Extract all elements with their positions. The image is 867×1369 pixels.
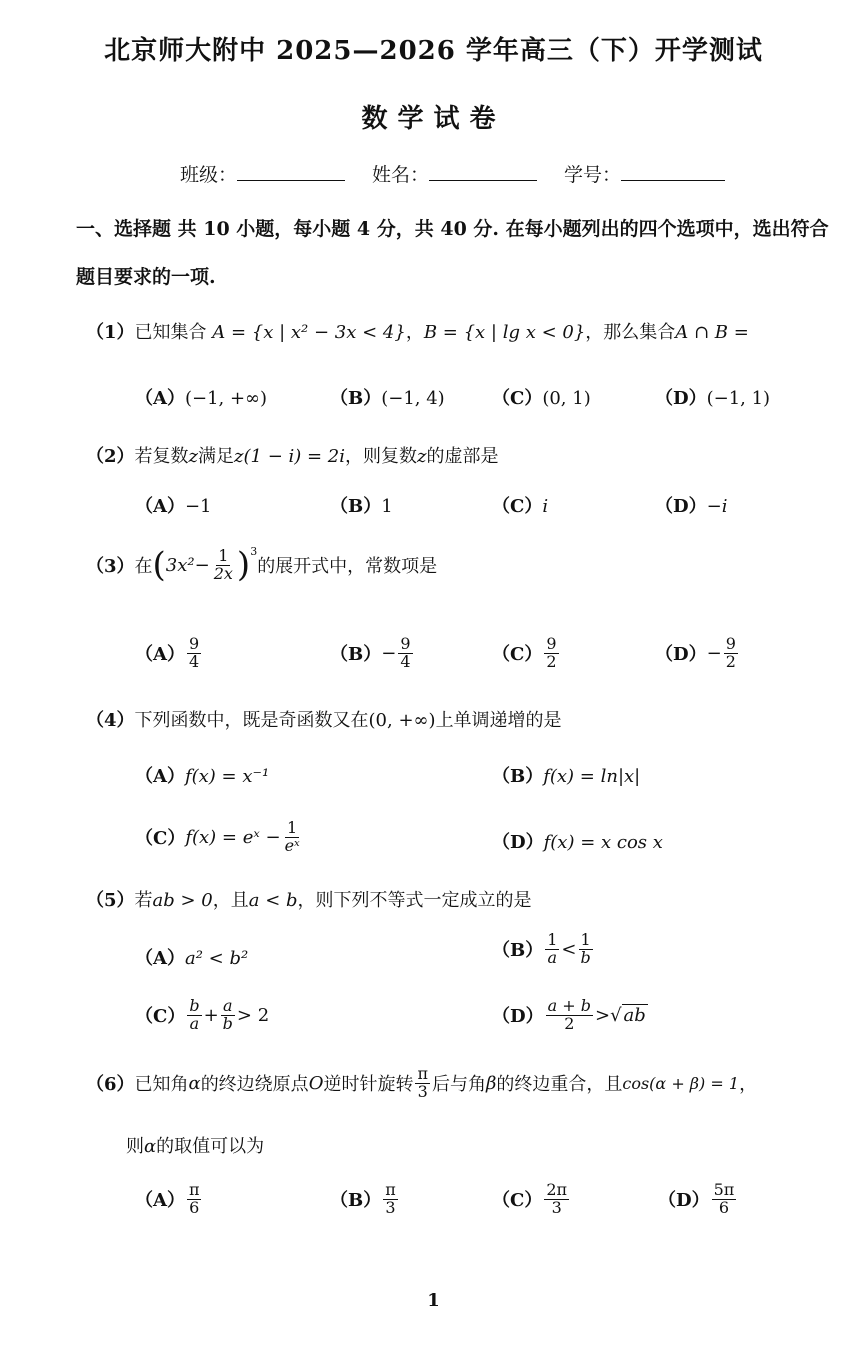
option-a[interactable] <box>135 944 248 970</box>
fraction-numerator: 1 <box>287 818 298 837</box>
option-value: (−1, 4) <box>381 388 445 409</box>
stem-text: ， <box>739 1074 758 1096</box>
fraction-denominator: a <box>189 1013 200 1033</box>
math-fraction <box>545 932 559 967</box>
name-label: 姓名： <box>372 164 430 186</box>
math-fraction <box>579 932 593 967</box>
math-origin: O <box>308 1072 324 1094</box>
stem-text: 的终边绕原点 <box>200 1074 309 1096</box>
fraction-numerator: a <box>223 996 233 1015</box>
math-term: 3x² <box>165 554 195 576</box>
math-operator: > <box>594 1004 611 1026</box>
option-value: f(x) = x⁻¹ <box>184 766 270 787</box>
option-b[interactable] <box>330 636 415 671</box>
option-label: （B） <box>330 644 382 666</box>
question-number: （1） <box>86 322 135 343</box>
question-number: （5） <box>86 890 135 911</box>
fraction-numerator: π <box>188 1180 200 1199</box>
math-equation: z(1 − i) = 2i <box>234 446 346 467</box>
math-power: 3 <box>250 544 258 558</box>
fraction-denominator: 6 <box>718 1197 730 1217</box>
math-operator: − <box>194 554 210 576</box>
fraction-numerator: 2π <box>546 1180 568 1199</box>
math-fraction <box>221 998 235 1033</box>
fraction-numerator: a + b <box>547 996 591 1015</box>
stem-text: 上单调递增的是 <box>435 710 562 731</box>
option-c[interactable] <box>135 820 304 855</box>
math-z: z <box>188 446 199 467</box>
question-6 <box>86 1066 757 1101</box>
option-label: （C） <box>492 1190 543 1212</box>
option-label: （D） <box>655 496 707 517</box>
sqrt-radicand: ab <box>623 1005 646 1027</box>
stem-text: 则 <box>126 1136 144 1157</box>
class-label: 班级： <box>180 164 238 186</box>
math-condition: a < b <box>248 890 298 911</box>
option-value: (−1, 1) <box>706 388 771 409</box>
option-d[interactable] <box>492 828 663 854</box>
fraction-numerator: π <box>417 1064 428 1083</box>
fraction-numerator: 1 <box>580 930 591 949</box>
option-sign: − <box>381 642 397 664</box>
math-equation: cos(α + β) = 1 <box>622 1073 740 1093</box>
option-a[interactable] <box>135 492 212 518</box>
option-d[interactable] <box>655 492 727 518</box>
option-value: (0, 1) <box>542 388 591 409</box>
question-2 <box>86 442 499 468</box>
fraction-numerator: 9 <box>725 634 736 653</box>
option-a[interactable] <box>135 762 269 788</box>
option-b[interactable] <box>492 932 595 967</box>
stem-text: 满足 <box>198 446 235 467</box>
fraction-denominator: 2 <box>564 1013 575 1033</box>
math-alpha: α <box>188 1072 201 1094</box>
fraction-numerator: 1 <box>547 930 558 949</box>
option-label: （B） <box>330 388 382 409</box>
question-3 <box>86 544 438 586</box>
option-label: （D） <box>655 388 707 409</box>
option-label: （B） <box>330 496 382 517</box>
section-heading-line1: 一、选择题 共 10 小题，每小题 4 分，共 40 分. 在每小题列出的四个选项中，选出符合 <box>76 218 829 240</box>
option-d[interactable] <box>655 384 770 410</box>
id-field <box>564 160 725 187</box>
fraction-numerator: 9 <box>188 634 200 653</box>
math-fraction <box>398 636 412 671</box>
math-fraction <box>544 636 558 671</box>
stem-text: 若 <box>134 890 153 911</box>
math-fraction <box>724 636 738 671</box>
option-value: f(x) = ln|x| <box>543 766 641 787</box>
option-label: （A） <box>135 1190 185 1212</box>
option-value: −1 <box>184 496 212 517</box>
stem-text: 已知角 <box>134 1074 189 1096</box>
fraction-denominator: 3 <box>551 1197 562 1217</box>
option-value: (−1, +∞) <box>184 388 268 409</box>
question-number: （3） <box>86 556 135 578</box>
question-4 <box>86 706 562 732</box>
fraction-denominator: 4 <box>188 651 200 671</box>
question-number: （2） <box>86 446 135 467</box>
option-value: 1 <box>381 496 393 517</box>
fraction-denominator: 6 <box>189 1197 200 1217</box>
math-fraction <box>187 998 201 1033</box>
option-label: （D） <box>492 1006 544 1028</box>
name-field <box>372 160 537 187</box>
stem-text: ，那么集合 <box>585 322 676 343</box>
stem-text: 的展开式中，常数项是 <box>257 556 438 578</box>
math-fraction <box>383 1182 398 1217</box>
fraction-denominator: b <box>580 947 591 967</box>
option-label: （A） <box>135 948 185 969</box>
stem-text: ，则复数 <box>345 446 418 467</box>
math-fraction <box>546 998 593 1033</box>
option-label: （D） <box>658 1190 710 1212</box>
math-fraction <box>544 1182 569 1217</box>
option-label: （C） <box>135 1006 186 1028</box>
option-b[interactable] <box>330 384 445 410</box>
fraction-numerator: b <box>189 996 200 1015</box>
math-set-a: A = {x | x² − 3x < 4} <box>212 322 406 343</box>
option-sign: − <box>706 642 722 664</box>
question-6-line2 <box>126 1132 264 1158</box>
stem-text: 后与角 <box>431 1074 486 1096</box>
fraction-denominator: 3 <box>417 1081 428 1101</box>
id-blank <box>621 162 725 181</box>
math-fraction <box>415 1066 430 1101</box>
fraction-denominator: eˣ <box>284 835 300 855</box>
math-fraction <box>712 1182 737 1217</box>
fraction-denominator: 2x <box>213 563 233 583</box>
class-field <box>180 160 345 187</box>
stem-text: 若复数 <box>134 446 189 467</box>
option-label: （A） <box>135 388 185 409</box>
sqrt-sign: √ <box>610 1004 622 1026</box>
class-blank <box>237 162 345 181</box>
option-d[interactable] <box>658 1182 738 1217</box>
option-c[interactable] <box>492 636 561 671</box>
option-label: （A） <box>135 766 185 787</box>
stem-text: 下列函数中，既是奇函数又在 <box>134 710 369 731</box>
stem-text: ，则下列不等式一定成立的是 <box>297 890 532 911</box>
option-label: （D） <box>492 832 544 853</box>
option-label: （A） <box>135 644 185 666</box>
math-set-b: B = {x | lg x < 0} <box>423 322 586 343</box>
id-label: 学号： <box>564 164 622 186</box>
option-label: （C） <box>492 388 543 409</box>
math-condition: ab > 0 <box>152 890 213 911</box>
math-fraction <box>187 636 201 671</box>
stem-text: 的虚部是 <box>426 446 499 467</box>
option-label: （B） <box>492 766 544 787</box>
name-blank <box>429 162 537 181</box>
stem-text: 已知集合 <box>134 322 207 343</box>
stem-text: ，且 <box>212 890 249 911</box>
question-5 <box>86 886 532 912</box>
fraction-numerator: 9 <box>546 634 557 653</box>
option-value: f(x) = eˣ − <box>185 826 281 848</box>
stem-text: ， <box>405 322 424 343</box>
option-label: （C） <box>135 828 186 850</box>
option-c[interactable] <box>492 384 591 410</box>
option-label: （B） <box>330 1190 382 1212</box>
math-interval: (0, +∞) <box>368 710 436 731</box>
option-value: f(x) = x cos x <box>543 832 663 853</box>
fraction-numerator: 9 <box>400 634 411 653</box>
option-c[interactable] <box>492 1182 571 1217</box>
option-label: （A） <box>135 496 185 517</box>
math-intersection: A ∩ B = <box>675 322 749 343</box>
option-a[interactable] <box>135 1182 203 1217</box>
option-d[interactable] <box>655 636 740 671</box>
stem-text: 逆时针旋转 <box>323 1074 414 1096</box>
question-number: （6） <box>86 1074 135 1096</box>
option-c[interactable] <box>492 492 548 518</box>
fraction-denominator: a <box>547 947 558 967</box>
math-fraction <box>212 548 235 583</box>
question-1 <box>86 318 749 344</box>
fraction-denominator: 2 <box>546 651 557 671</box>
question-number: （4） <box>86 710 135 731</box>
option-b[interactable] <box>330 492 393 518</box>
fraction-denominator: 2 <box>725 651 736 671</box>
fraction-denominator: b <box>222 1013 233 1033</box>
fraction-denominator: 3 <box>385 1197 396 1217</box>
right-paren: ) <box>236 545 251 586</box>
option-d[interactable] <box>492 998 648 1033</box>
option-a[interactable] <box>135 384 267 410</box>
math-beta: β <box>485 1072 497 1094</box>
fraction-denominator: 4 <box>400 651 411 671</box>
exam-subtitle: 数学试卷 <box>361 104 506 134</box>
stem-text: 的终边重合，且 <box>496 1074 623 1096</box>
fraction-numerator: 5π <box>713 1180 735 1199</box>
option-c[interactable] <box>135 998 269 1033</box>
option-b[interactable] <box>492 762 640 788</box>
option-value: −i <box>706 496 728 517</box>
math-operator: + <box>203 1004 219 1026</box>
section-heading-line2: 题目要求的一项. <box>76 266 216 288</box>
left-paren: ( <box>152 545 166 586</box>
option-value: i <box>542 496 549 517</box>
stem-text: 的取值可以为 <box>156 1136 265 1157</box>
math-alpha: α <box>144 1136 157 1157</box>
math-z: z <box>417 446 427 467</box>
option-label: （B） <box>492 940 544 962</box>
option-a[interactable] <box>135 636 203 671</box>
option-label: （C） <box>492 496 543 517</box>
option-label: （C） <box>492 644 543 666</box>
stem-text: 在 <box>134 556 153 578</box>
exam-title: 北京师大附中 2025—2026 学年高三（下）开学测试 <box>104 36 763 66</box>
fraction-numerator: 1 <box>218 546 229 565</box>
option-label: （D） <box>655 644 707 666</box>
math-fraction <box>283 820 302 855</box>
page-number: 1 <box>427 1290 440 1311</box>
math-operator: < <box>561 938 577 960</box>
math-fraction <box>187 1182 202 1217</box>
math-tail: > 2 <box>236 1004 270 1026</box>
fraction-numerator: π <box>385 1180 396 1199</box>
option-b[interactable] <box>330 1182 400 1217</box>
option-value: a² < b² <box>184 948 249 969</box>
